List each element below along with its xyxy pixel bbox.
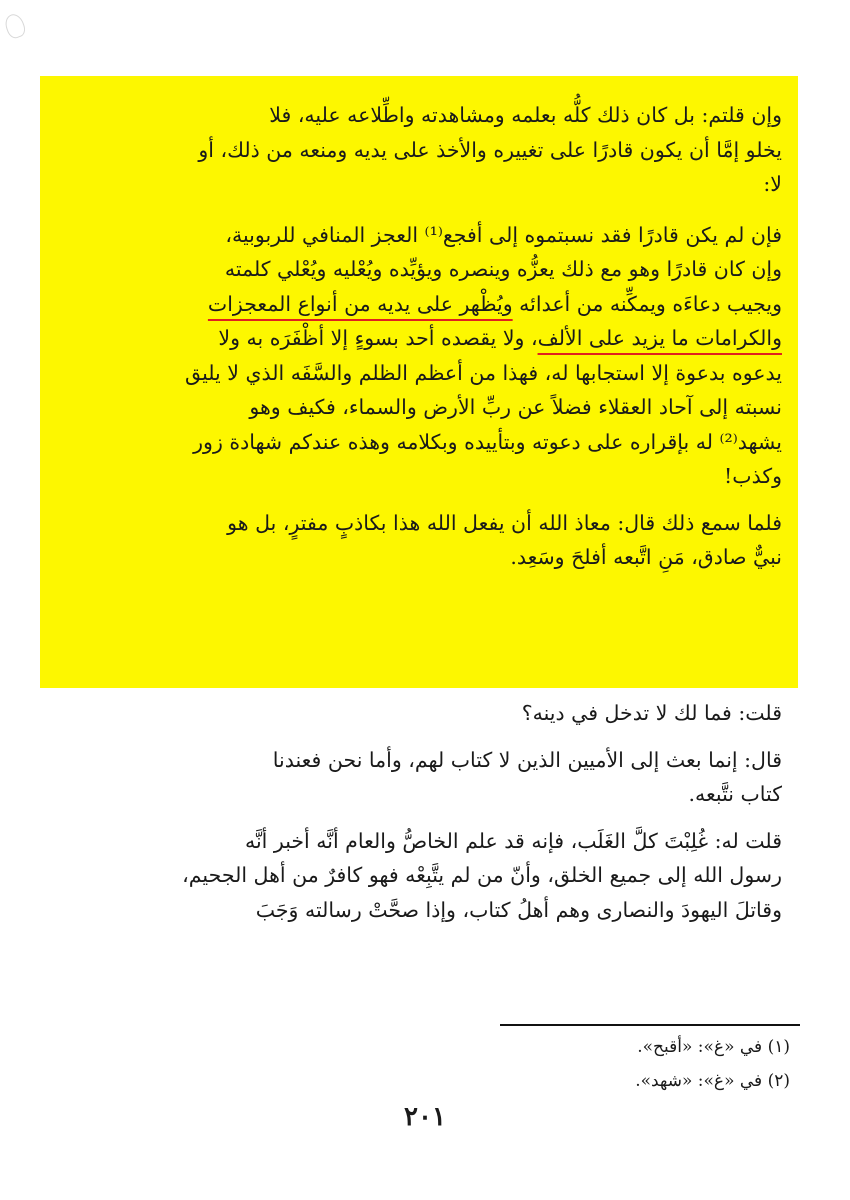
paragraph-2	[60, 218, 782, 494]
text-line: نبيٌّ صادق، مَنِ اتَّبعه أفلحَ وسَعِد.	[510, 545, 782, 569]
footnote-1: (١) في «غ»: «أقبح».	[637, 1037, 790, 1057]
text-line: فإن لم يكن قادرًا فقد نسبتموه إلى أفجع⁽¹⁾ العجز المنافي للربوبية،	[225, 222, 782, 247]
text-line: رسول الله إلى جميع الخلق، وأنّ من لم يتَّبِعْه فهو كافرٌ من أهل الجحيم،	[182, 863, 782, 887]
paragraph-5	[60, 743, 782, 812]
text-line: يشهد⁽²⁾ له بإقراره على دعوته وبتأييده وبكلامه وهذه عندكم شهادة زور	[193, 429, 782, 454]
text-line: يدعوه بدعوة إلا استجابها له، فهذا من أعظم الظلم والسَّفَه الذي لا يليق	[184, 360, 782, 385]
text-line	[60, 287, 782, 322]
text-line: قلت له: غُلِبْتَ كلَّ الغَلَب، فإنه قد علم الخاصُّ والعام أنَّه أخبر أنَّه	[244, 828, 782, 853]
text-line: وكذب!	[724, 464, 782, 488]
text-line: قلت: فما لك لا تدخل في دينه؟	[521, 701, 782, 725]
text-line: قال: إنما بعث إلى الأميين الذين لا كتاب لهم، وأما نحن فعندنا	[272, 747, 782, 772]
paragraph-3	[60, 506, 782, 575]
page-number: ٢٠١	[404, 1102, 446, 1132]
text-line: وقاتلَ اليهودَ والنصارى وهم أهلُ كتاب، وإذا صحَّتْ رسالته وَجَبَ	[255, 897, 782, 922]
text-line: وإن قلتم: بل كان ذلك كلُّه بعلمه ومشاهدته واطِّلاعه عليه، فلا	[269, 103, 782, 127]
red-underlined-text: والكرامات ما يزيد على الألف	[537, 326, 782, 350]
text-line	[60, 321, 782, 356]
footnotes	[390, 1030, 790, 1098]
text-line: وإن كان قادرًا وهو مع ذلك يعزُّه وينصره ويؤيِّده ويُعْليه ويُعْلي كلمته	[224, 257, 782, 281]
text-line: يخلو إمَّا أن يكون قادرًا على تغييره والأخذ على يديه ومنعه من ذلك، أو	[198, 137, 782, 162]
paragraph-6	[60, 824, 782, 928]
text-segment: ويجيب دعاءَه ويمكِّنه من أعدائه	[512, 291, 782, 316]
text-line: لا:	[763, 172, 782, 196]
pen-mark	[2, 12, 27, 41]
footnote-divider	[500, 1024, 800, 1026]
text-line: فلما سمع ذلك قال: معاذ الله أن يفعل الله هذا بكاذبٍ مفترٍ، بل هو	[227, 510, 782, 535]
text-segment: ، ولا يقصده أحد بسوءٍ إلا أظْفَرَه به ولا	[218, 326, 538, 350]
paragraph-4	[60, 696, 782, 731]
body-text	[60, 696, 782, 939]
text-line: كتاب نتَّبعه.	[688, 782, 782, 806]
paragraph-1	[60, 98, 782, 202]
footnote-2: (٢) في «غ»: «شهد».	[635, 1071, 790, 1091]
text-line: نسبته إلى آحاد العقلاء فضلاً عن ربِّ الأرض والسماء، فكيف وهو	[249, 395, 782, 419]
highlighted-text	[60, 98, 782, 587]
red-underlined-text: ويُظْهر على يديه من أنواع المعجزات	[207, 291, 513, 316]
